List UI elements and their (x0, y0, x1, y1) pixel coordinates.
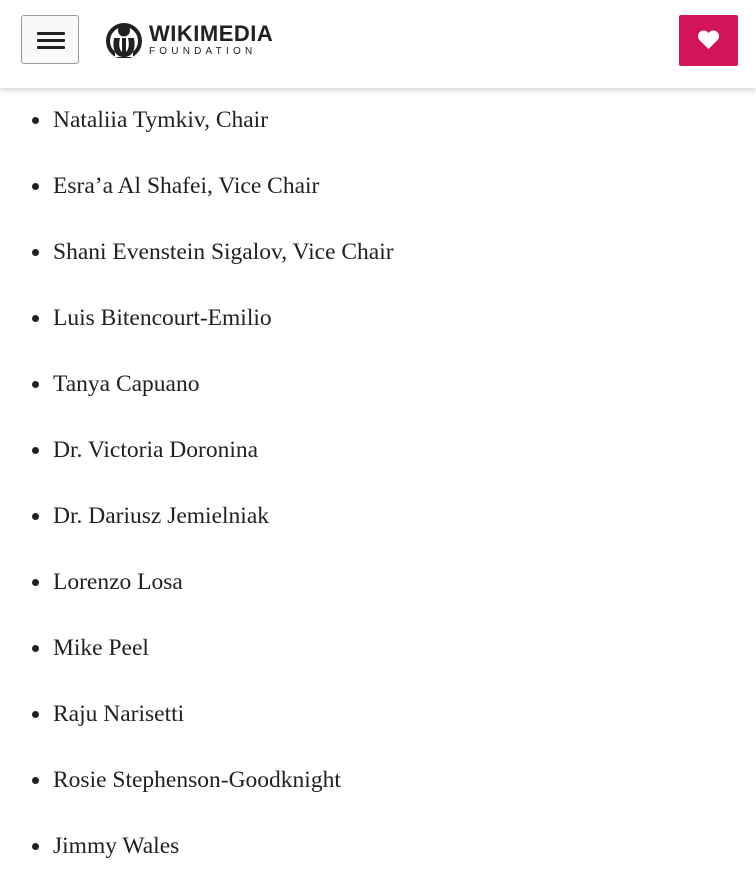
hamburger-icon (37, 32, 65, 50)
list-item (0, 88, 756, 154)
member-name: Jimmy Wales (53, 833, 180, 859)
list-item (0, 748, 756, 814)
bullet-icon (32, 249, 39, 256)
member-name: Esra’a Al Shafei, Vice Chair (53, 173, 320, 199)
member-name: Shani Evenstein Sigalov, Vice Chair (53, 239, 394, 265)
list-item (0, 484, 756, 550)
bullet-icon (32, 381, 39, 388)
member-name: Dr. Victoria Doronina (53, 437, 259, 463)
member-name: Luis Bitencourt-Emilio (53, 305, 272, 331)
site-header (0, 0, 756, 88)
bullet-icon (32, 447, 39, 454)
list-item (0, 550, 756, 616)
bullet-icon (32, 711, 39, 718)
member-name: Dr. Dariusz Jemielniak (53, 503, 270, 529)
menu-button[interactable] (21, 15, 79, 64)
member-name: Tanya Capuano (53, 371, 200, 397)
list-item (0, 154, 756, 220)
wikimedia-emblem-icon (106, 22, 142, 58)
bullet-icon (32, 645, 39, 652)
board-members-list (0, 88, 756, 880)
bullet-icon (32, 315, 39, 322)
list-item (0, 616, 756, 682)
member-name: Lorenzo Losa (53, 569, 183, 595)
member-name: Rosie Stephenson-Goodknight (53, 767, 341, 793)
bullet-icon (32, 579, 39, 586)
list-item (0, 352, 756, 418)
member-name: Raju Narisetti (53, 701, 185, 727)
list-item (0, 814, 756, 880)
member-name: Nataliia Tymkiv, Chair (53, 107, 269, 133)
bullet-icon (32, 843, 39, 850)
wikimedia-logo[interactable] (106, 21, 273, 59)
main-content (0, 88, 756, 880)
bullet-icon (32, 117, 39, 124)
logo-wordmark: WIKIMEDIA (149, 20, 274, 46)
donate-button[interactable] (679, 15, 738, 66)
heart-icon (698, 30, 719, 49)
list-item (0, 418, 756, 484)
list-item (0, 286, 756, 352)
bullet-icon (32, 513, 39, 520)
bullet-icon (32, 777, 39, 784)
list-item (0, 682, 756, 748)
bullet-icon (32, 183, 39, 190)
list-item (0, 220, 756, 286)
logo-subtitle: FOUNDATION (149, 45, 257, 57)
member-name: Mike Peel (53, 635, 149, 661)
